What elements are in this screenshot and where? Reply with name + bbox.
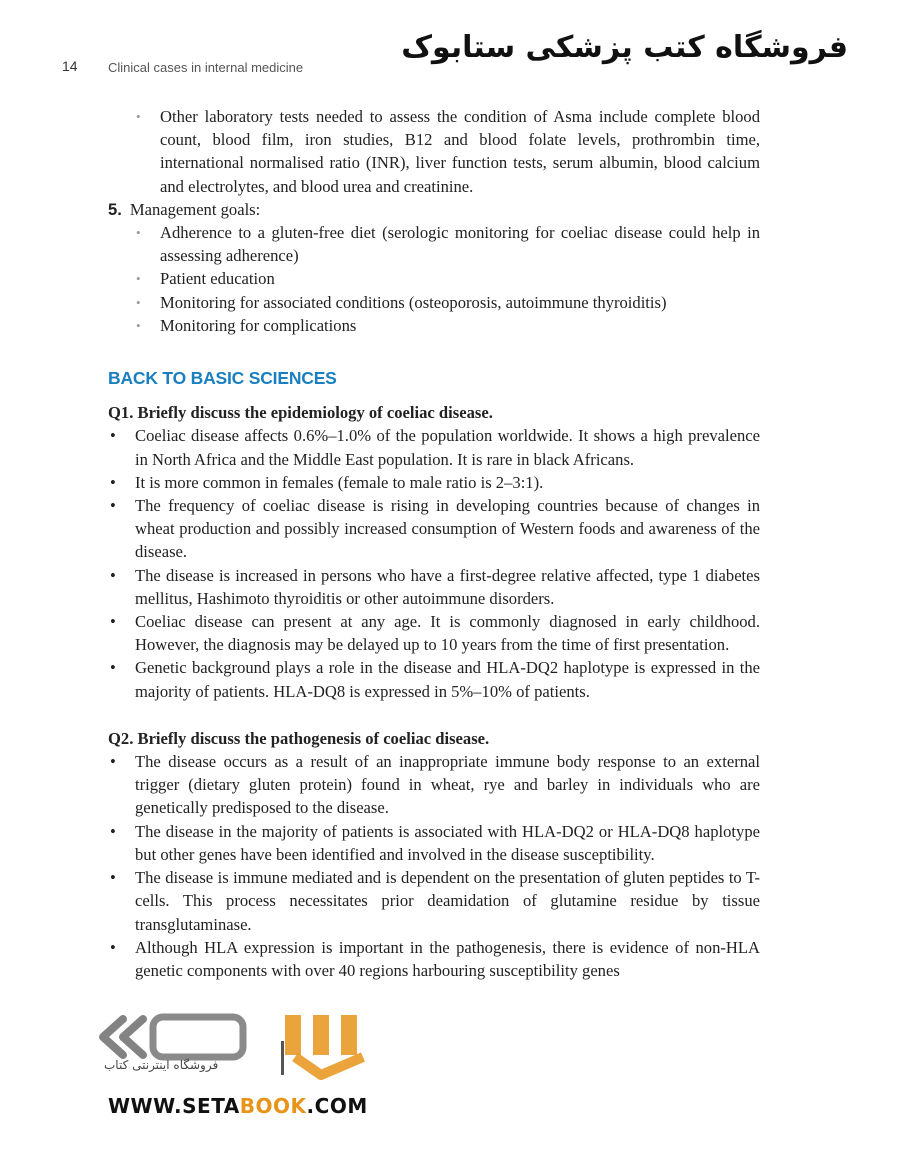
section-title: BACK TO BASIC SCIENCES	[108, 368, 337, 389]
question-title: Q1. Briefly discuss the epidemiology of coeliac disease.	[108, 403, 493, 423]
watermark-url	[108, 1094, 368, 1118]
management-list	[108, 221, 760, 337]
list-item: • Coeliac disease can present at any age. It is commonly diagnosed in early childhood. However, the diagnosis may be delayed up to 10 years from the time of first presentation.	[108, 610, 760, 656]
question-title: Q2. Briefly discuss the pathogenesis of coeliac disease.	[108, 728, 490, 748]
list-item: • Monitoring for associated conditions (osteoporosis, autoimmune thyroiditis)	[108, 291, 760, 314]
list-item: • Monitoring for complications	[108, 314, 760, 337]
list-item: • The frequency of coeliac disease is rising in developing countries because of changes in wheat production and possibly increased consumption of Western foods and awareness of the disease.	[108, 494, 760, 564]
url-accent: BOOK	[239, 1094, 307, 1118]
continued-list	[108, 105, 760, 198]
list-item: • Genetic background plays a role in the disease and HLA-DQ2 haplotype is expressed in the majority of patients. HLA-DQ8 is expressed in 5%–10% of patients.	[108, 656, 760, 702]
url-suffix: .COM	[306, 1094, 368, 1118]
page-number: 14	[62, 58, 78, 74]
setabook-logo-icon	[95, 1005, 395, 1085]
list-item: • Adherence to a gluten-free diet (serologic monitoring for coeliac disease could help in assessing adherence)	[108, 221, 760, 267]
running-head: Clinical cases in internal medicine	[108, 60, 304, 75]
watermark-subtitle: فروشگاه اینترنتی کتاب	[104, 1058, 219, 1072]
item-number: 5.	[108, 199, 122, 219]
list-item: • The disease occurs as a result of an inappropriate immune body response to an external trigger (dietary gluten protein) found in wheat, rye and barley in individuals who are genetically predisposed to the disease.	[108, 750, 760, 820]
item-label: Management goals:	[129, 199, 261, 219]
list-item: • Other laboratory tests needed to assess the condition of Asma include complete blood count, blood film, iron studies, B12 and blood folate levels, prothrombin time, international normalised ratio (INR), liver function tests, serum albumin, blood calcium and electrolytes, and blood urea and creatinine.	[108, 105, 760, 198]
store-title: فروشگاه کتب پزشکی ستابوک	[401, 30, 848, 65]
list-item: • Patient education	[108, 267, 760, 290]
page-content	[108, 105, 760, 982]
list-item: • The disease in the majority of patients is associated with HLA-DQ2 or HLA-DQ8 haplotype but other genes have been identified and involved in the disease susceptibility.	[108, 820, 760, 866]
list-item: • Coeliac disease affects 0.6%–1.0% of the population worldwide. It shows a high prevalence in North Africa and the Middle East population. It is rare in black Africans.	[108, 424, 760, 470]
list-item: • It is more common in females (female to male ratio is 2–3:1).	[108, 471, 760, 494]
q1-list	[108, 424, 760, 702]
list-item: • Although HLA expression is important in the pathogenesis, there is evidence of non-HLA genetic components with over 40 regions harbouring susceptibility genes	[108, 936, 760, 982]
url-prefix: WWW.SETA	[108, 1094, 240, 1118]
q2-list	[108, 750, 760, 982]
list-item: • The disease is increased in persons who have a first-degree relative affected, type 1 diabetes mellitus, Hashimoto thyroiditis or other autoimmune disorders.	[108, 564, 760, 610]
management-heading	[108, 198, 760, 221]
list-item: • The disease is immune mediated and is dependent on the presentation of gluten peptides to T-cells. This process necessitates prior deamidation of glutamine residue by tissue transglutaminase.	[108, 866, 760, 936]
